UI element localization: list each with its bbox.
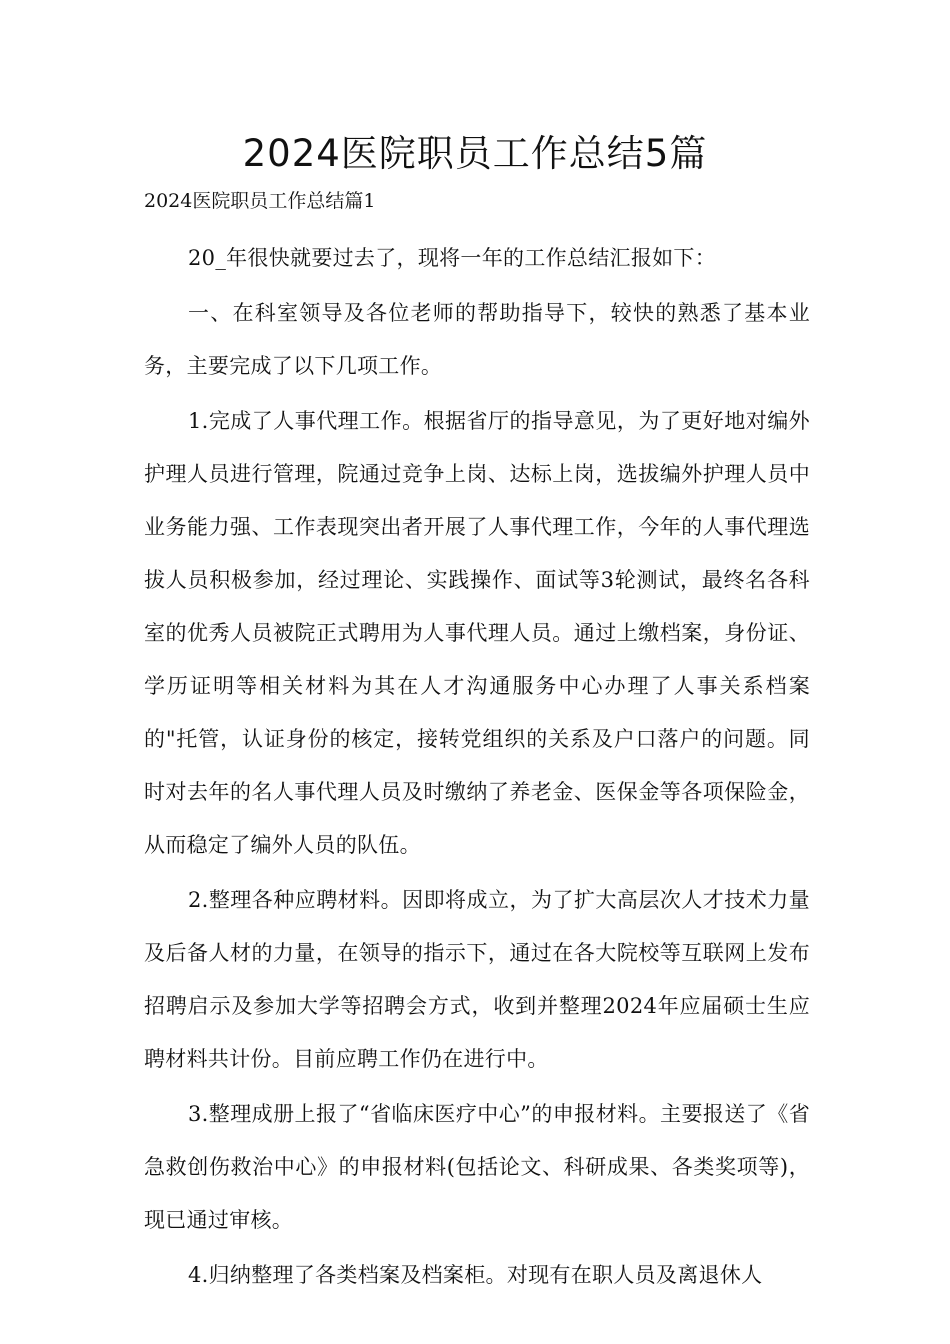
paragraph-item-2: 2.整理各种应聘材料。因即将成立，为了扩大高层次人才技术力量及后备人材的力量，在领导的指示下，通过在各大院校等互联网上发布招聘启示及参加大学等招聘会方式，收到并整理2024年应届硕士生应聘材料共计份。目前应聘工作仍在进行中。 bbox=[144, 888, 810, 1071]
paragraph-item-3: 3.整理成册上报了“省临床医疗中心”的申报材料。主要报送了《省急救创伤救治中心》的申报材料(包括论文、科研成果、各类奖项等)，现已通过审核。 bbox=[144, 1102, 810, 1232]
paragraph-item-1: 1.完成了人事代理工作。根据省厅的指导意见，为了更好地对编外护理人员进行管理，院通过竞争上岗、达标上岗，选拔编外护理人员中业务能力强、工作表现突出者开展了人事代理工作，今年的人事代理选拔人员积极参加，经过理论、实践操作、面试等3轮测试，最终名各科室的优秀人员被院正式聘用为人事代理人员。通过上缴档案，身份证、学历证明等相关材料为其在人才沟通服务中心办理了人事关系档案的"托管，认证身份的核定，接转党组织的关系及户口落户的问题。同时对去年的名人事代理人员及时缴纳了养老金、医保金等各项保险金，从而稳定了编外人员的队伍。 bbox=[144, 409, 810, 857]
section-heading: 2024医院职员工作总结篇1 bbox=[144, 190, 376, 212]
document-body bbox=[144, 232, 810, 1304]
paragraph-item-4: 4.归纳整理了各类档案及档案柜。对现有在职人员及离退休人 bbox=[188, 1263, 763, 1287]
paragraph-intro: 20_年很快就要过去了，现将一年的工作总结汇报如下： bbox=[188, 246, 717, 270]
paragraph-section-one: 一、在科室领导及各位老师的帮助指导下，较快的熟悉了基本业务，主要完成了以下几项工作。 bbox=[144, 301, 810, 378]
document-title: 2024医院职员工作总结5篇 bbox=[242, 132, 708, 175]
